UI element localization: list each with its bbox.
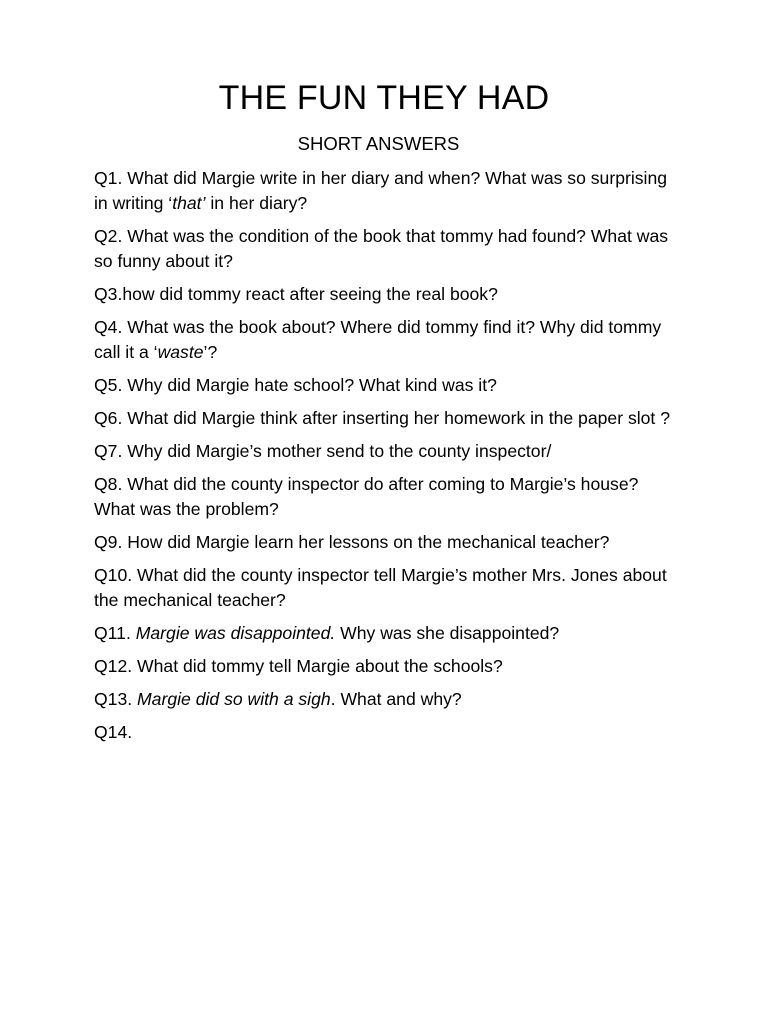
question-item: Q1. What did Margie write in her diary and when? What was so surprising in writing ‘that’ in her diary? — [94, 168, 668, 213]
question-item: Q8. What did the county inspector do after coming to Margie’s house? What was the problem? — [94, 474, 639, 519]
question-item: Q3.how did tommy react after seeing the real book? — [94, 284, 498, 304]
question-item: Q2. What was the condition of the book that tommy had found? What was so funny about it? — [94, 226, 669, 271]
question-item: Q12. What did tommy tell Margie about the schools? — [94, 656, 503, 676]
question-item: Q11. Margie was disappointed. Why was she disappointed? — [94, 623, 560, 643]
document-title: THE FUN THEY HAD — [218, 79, 550, 117]
question-item: Q13. Margie did so with a sigh. What and why? — [94, 689, 462, 709]
document-subtitle: SHORT ANSWERS — [297, 133, 460, 154]
question-item: Q10. What did the county inspector tell Margie’s mother Mrs. Jones about the mechanical teacher? — [94, 565, 667, 610]
question-list — [94, 166, 684, 753]
question-item: Q5. Why did Margie hate school? What kind was it? — [94, 375, 497, 395]
question-item: Q9. How did Margie learn her lessons on the mechanical teacher? — [94, 532, 610, 552]
question-item: Q6. What did Margie think after inserting her homework in the paper slot ? — [94, 408, 670, 428]
question-item: Q4. What was the book about? Where did tommy find it? Why did tommy call it a ‘waste’? — [94, 317, 662, 362]
question-item: Q14. — [94, 722, 133, 742]
question-item: Q7. Why did Margie’s mother send to the county inspector/ — [94, 441, 552, 461]
